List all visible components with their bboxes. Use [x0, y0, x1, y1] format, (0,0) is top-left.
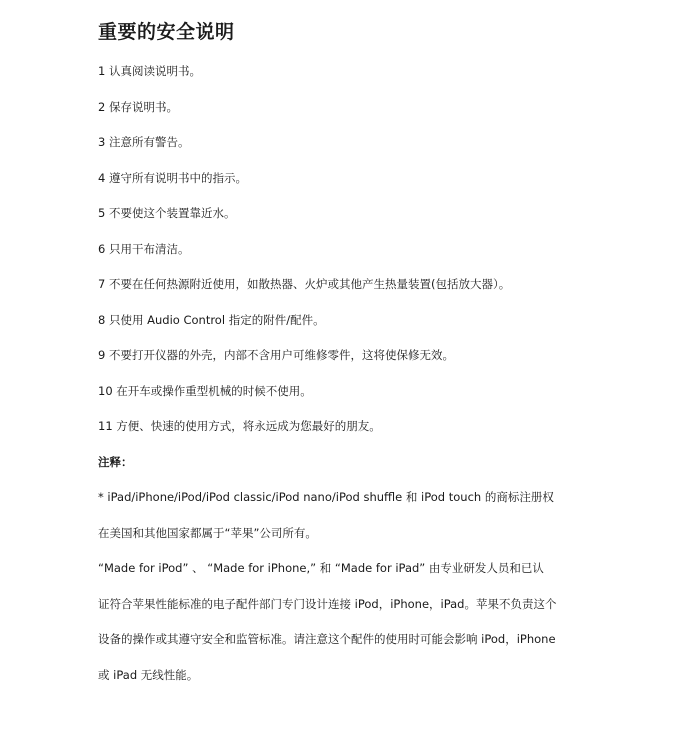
note-line: 或 iPad 无线性能。	[98, 667, 199, 682]
note-line: “Made for iPod” 、 “Made for iPhone,” 和 “Made for iPad” 由专业研发人员和已认	[98, 561, 544, 575]
note-line: 在美国和其他国家都属于“苹果”公司所有。	[98, 525, 317, 540]
list-item: 6 只用干布清洁。	[98, 241, 190, 256]
list-item: 4 遵守所有说明书中的指示。	[98, 170, 247, 185]
note-line: 证符合苹果性能标准的电子配件部门专门设计连接 iPod，iPhone，iPad。苹果不负责这个	[98, 596, 557, 611]
list-item: 7 不要在任何热源附近使用，如散热器、火炉或其他产生热量装置(包括放大器）。	[98, 277, 511, 291]
list-item: 3 注意所有警告。	[98, 135, 190, 149]
document-body	[98, 18, 598, 693]
list-item: 5 不要使这个装置靠近水。	[98, 206, 236, 220]
page-title: 重要的安全说明	[98, 21, 235, 43]
list-item: 10 在开车或操作重型机械的时候不使用。	[98, 383, 312, 398]
list-item: 1 认真阅读说明书。	[98, 64, 201, 78]
note-line: 设备的操作或其遵守安全和监管标准。请注意这个配件的使用时可能会影响 iPod，iPhone	[98, 632, 556, 646]
list-item: 8 只使用 Audio Control 指定的附件/配件。	[98, 312, 325, 327]
list-item: 2 保存说明书。	[98, 99, 178, 114]
list-item: 11 方便、快速的使用方式，将永远成为您最好的朋友。	[98, 419, 381, 433]
note-heading: 注释：	[98, 454, 133, 469]
list-item: 9 不要打开仪器的外壳，内部不含用户可维修零件，这将使保修无效。	[98, 348, 454, 362]
note-line: * iPad/iPhone/iPod/iPod classic/iPod nano/iPod shuffle 和 iPod touch 的商标注册权	[98, 490, 554, 504]
